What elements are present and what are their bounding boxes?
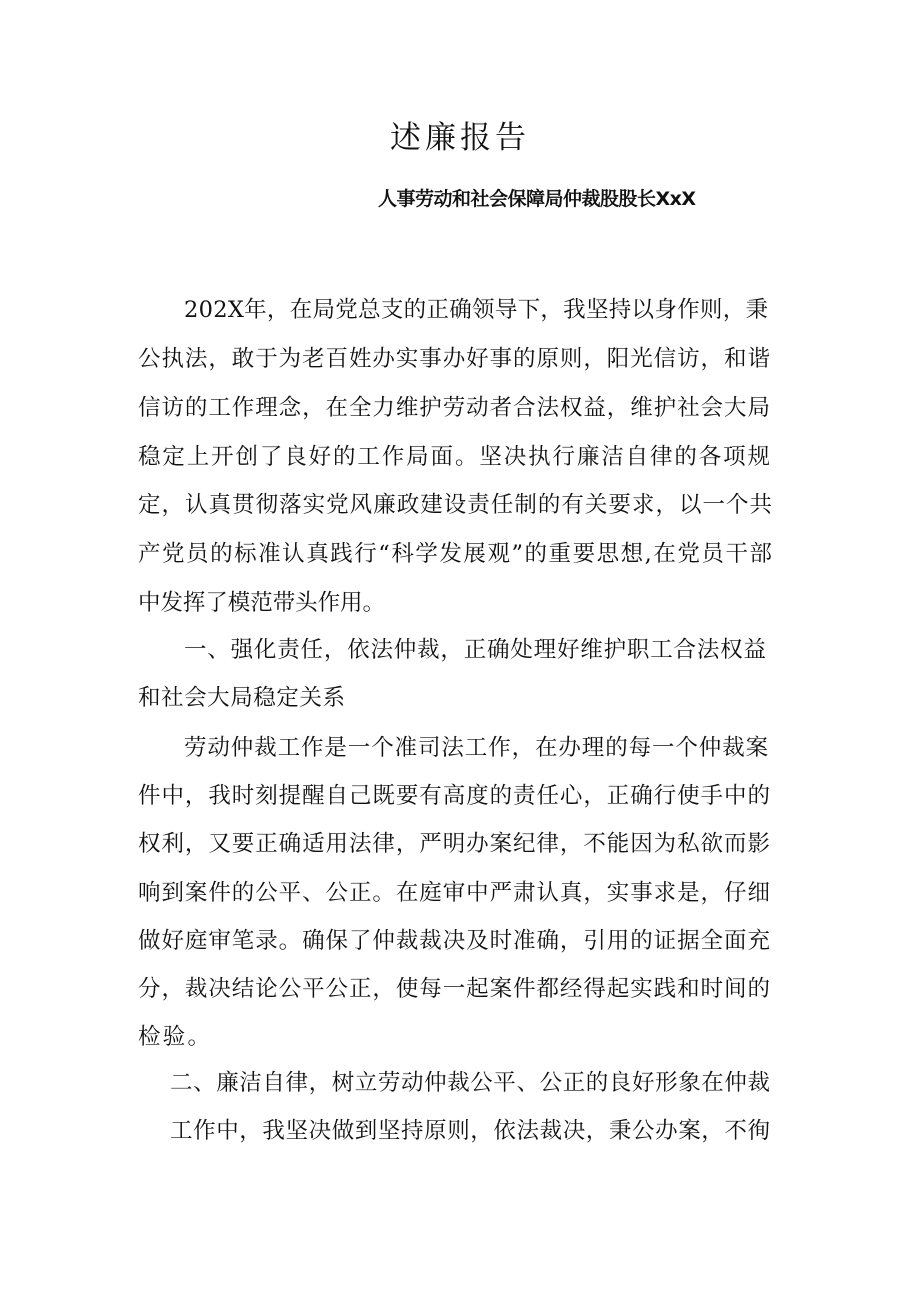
body-line: 劳动仲裁工作是一个准司法工作，在办理的每一个仲裁案 xyxy=(184,735,770,761)
body-line: 工作中，我坚决做到坚持原则，依法裁决，秉公办案，不徇 xyxy=(170,1118,771,1144)
body-line: 信访的工作理念，在全力维护劳动者合法权益，维护社会大局 xyxy=(138,395,771,421)
body-line: 分，裁决结论公平公正，使每一起案件都经得起实践和时间的 xyxy=(138,976,771,1002)
body-line: 中发挥了模范带头作用。 xyxy=(138,590,385,616)
body-line: 稳定上开创了良好的工作局面。坚决执行廉洁自律的各项规 xyxy=(138,444,772,470)
body-line: 公执法，敢于为老百姓办实事办好事的原则，阳光信访，和谐 xyxy=(138,346,771,372)
body-line: 做好庭审笔录。确保了仲裁裁决及时准确，引用的证据全面充 xyxy=(138,928,771,954)
body-line: 件中，我时刻提醒自己既要有高度的责任心，正确行使手中的 xyxy=(138,783,771,809)
body-line: 响到案件的公平、公正。在庭审中严肃认真，实事求是，仔细 xyxy=(138,880,771,906)
body-line: 检验。 xyxy=(138,1024,213,1050)
body-line: 权利，又要正确适用法律，严明办案纪律，不能因为私欲而影 xyxy=(138,831,771,857)
document-title: 述廉报告 xyxy=(390,120,530,156)
section-heading-line: 和社会大局稳定关系 xyxy=(138,685,346,711)
body-line: 产党员的标准认真践行“科学发展观”的重要思想,在党员干部 xyxy=(138,541,774,567)
section-heading-line: 一、强化责任，依法仲裁，正确处理好维护职工合法权益 xyxy=(184,637,767,663)
author-line: 人事劳动和社会保障局仲裁股股长XxX xyxy=(378,188,696,210)
body-line: 202X年，在局党总支的正确领导下，我坚持以身作则，秉 xyxy=(184,297,769,323)
body-line: 定，认真贯彻落实党风廉政建设责任制的有关要求，以一个共 xyxy=(138,492,774,518)
section-heading-line: 二、廉洁自律，树立劳动仲裁公平、公正的良好形象在仲裁 xyxy=(170,1070,771,1096)
